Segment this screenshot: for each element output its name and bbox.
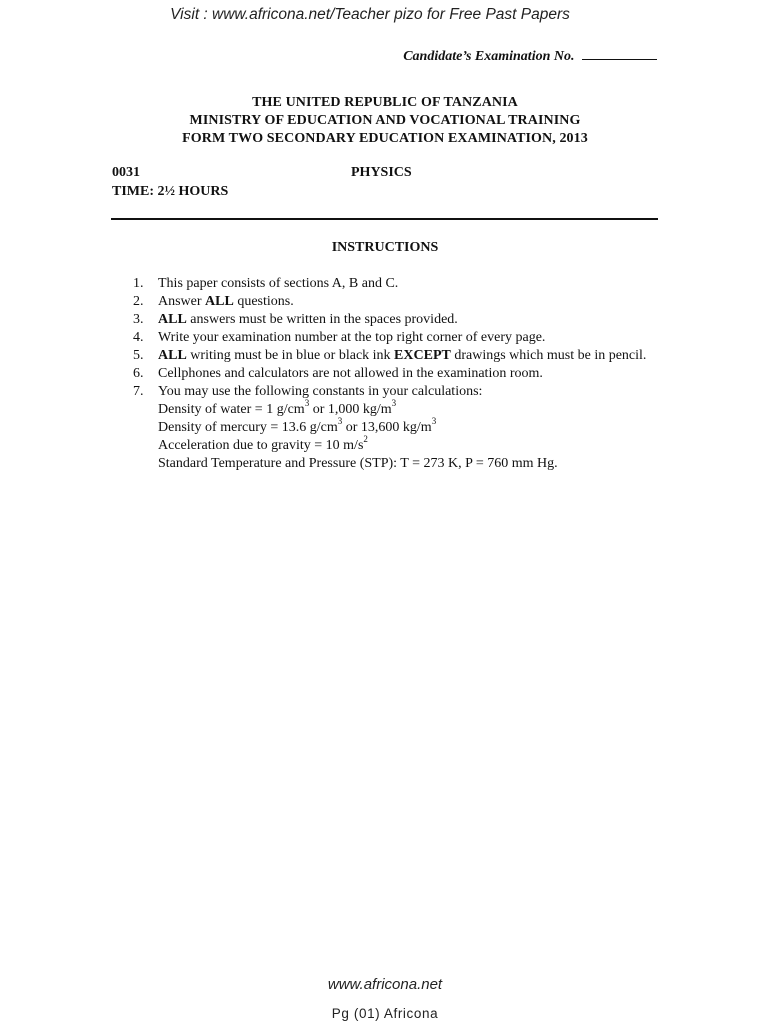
candidate-number-field	[403, 47, 657, 65]
item-text: answers must be written in the spaces provided.	[186, 312, 458, 327]
watermark-header: Visit : www.africona.net/Teacher pizo for Free Past Papers	[170, 6, 570, 23]
item-number: 6.	[133, 366, 144, 381]
constant-gravity: Acceleration due to gravity = 10 $m/s^2$	[158, 434, 368, 453]
exam-duration: TIME: 2½ HOURS	[112, 184, 229, 199]
item-text: You may use the following constants in your calculations:	[158, 384, 483, 399]
item-text: writing must be in blue or black ink	[186, 348, 395, 363]
candidate-number-blank	[582, 47, 657, 60]
item-number: 3.	[133, 312, 144, 327]
footer-website-link[interactable]: www.africona.net	[327, 976, 443, 993]
constant-mercury-density: Density of mercury = 13.6 $g/cm^3$ or 13,600 $kg/m^3$	[158, 416, 437, 435]
constant-water-density: Density of water = 1 $g/cm^3$ or 1,000 $kg/m^3$	[158, 398, 397, 417]
item-emphasis: ALL	[158, 348, 187, 363]
title-line-ministry: MINISTRY OF EDUCATION AND VOCATIONAL TRAINING	[189, 113, 581, 128]
item-number: 2.	[133, 294, 144, 309]
item-text: This paper consists of sections A, B and C.	[158, 276, 399, 291]
item-number: 4.	[133, 330, 144, 345]
item-number: 5.	[133, 348, 144, 363]
subject-name: PHYSICS	[351, 165, 412, 180]
instructions-list	[133, 275, 653, 473]
constant-stp: Standard Temperature and Pressure (STP): T = 273 K, P = 760 mm Hg.	[158, 456, 558, 471]
instructions-heading: INSTRUCTIONS	[331, 240, 439, 255]
item-text: Answer	[158, 294, 206, 309]
page-number: Pg (01) Africona	[331, 1006, 439, 1021]
subject-code: 0031	[112, 165, 140, 180]
item-text: questions.	[233, 294, 294, 309]
item-number: 1.	[133, 276, 144, 291]
instruction-item	[133, 365, 653, 383]
item-text: drawings which must be in pencil.	[450, 348, 647, 363]
title-line-exam: FORM TWO SECONDARY EDUCATION EXAMINATION, 2013	[182, 131, 588, 146]
instruction-item	[133, 293, 653, 311]
exam-title-block	[0, 94, 770, 148]
instruction-item	[133, 329, 653, 347]
instruction-item	[133, 347, 653, 365]
instruction-item	[133, 311, 653, 329]
horizontal-divider	[111, 218, 658, 220]
item-emphasis: ALL	[158, 312, 187, 327]
title-line-country: THE UNITED REPUBLIC OF TANZANIA	[252, 95, 518, 110]
item-number: 7.	[133, 384, 144, 399]
instruction-item	[133, 383, 653, 473]
item-emphasis: ALL	[205, 294, 234, 309]
item-text: Cellphones and calculators are not allowed in the examination room.	[158, 366, 543, 381]
item-text: Write your examination number at the top right corner of every page.	[158, 330, 546, 345]
candidate-number-label: Candidate’s Examination No.	[403, 49, 575, 64]
item-emphasis: EXCEPT	[394, 348, 451, 363]
instruction-item	[133, 275, 653, 293]
